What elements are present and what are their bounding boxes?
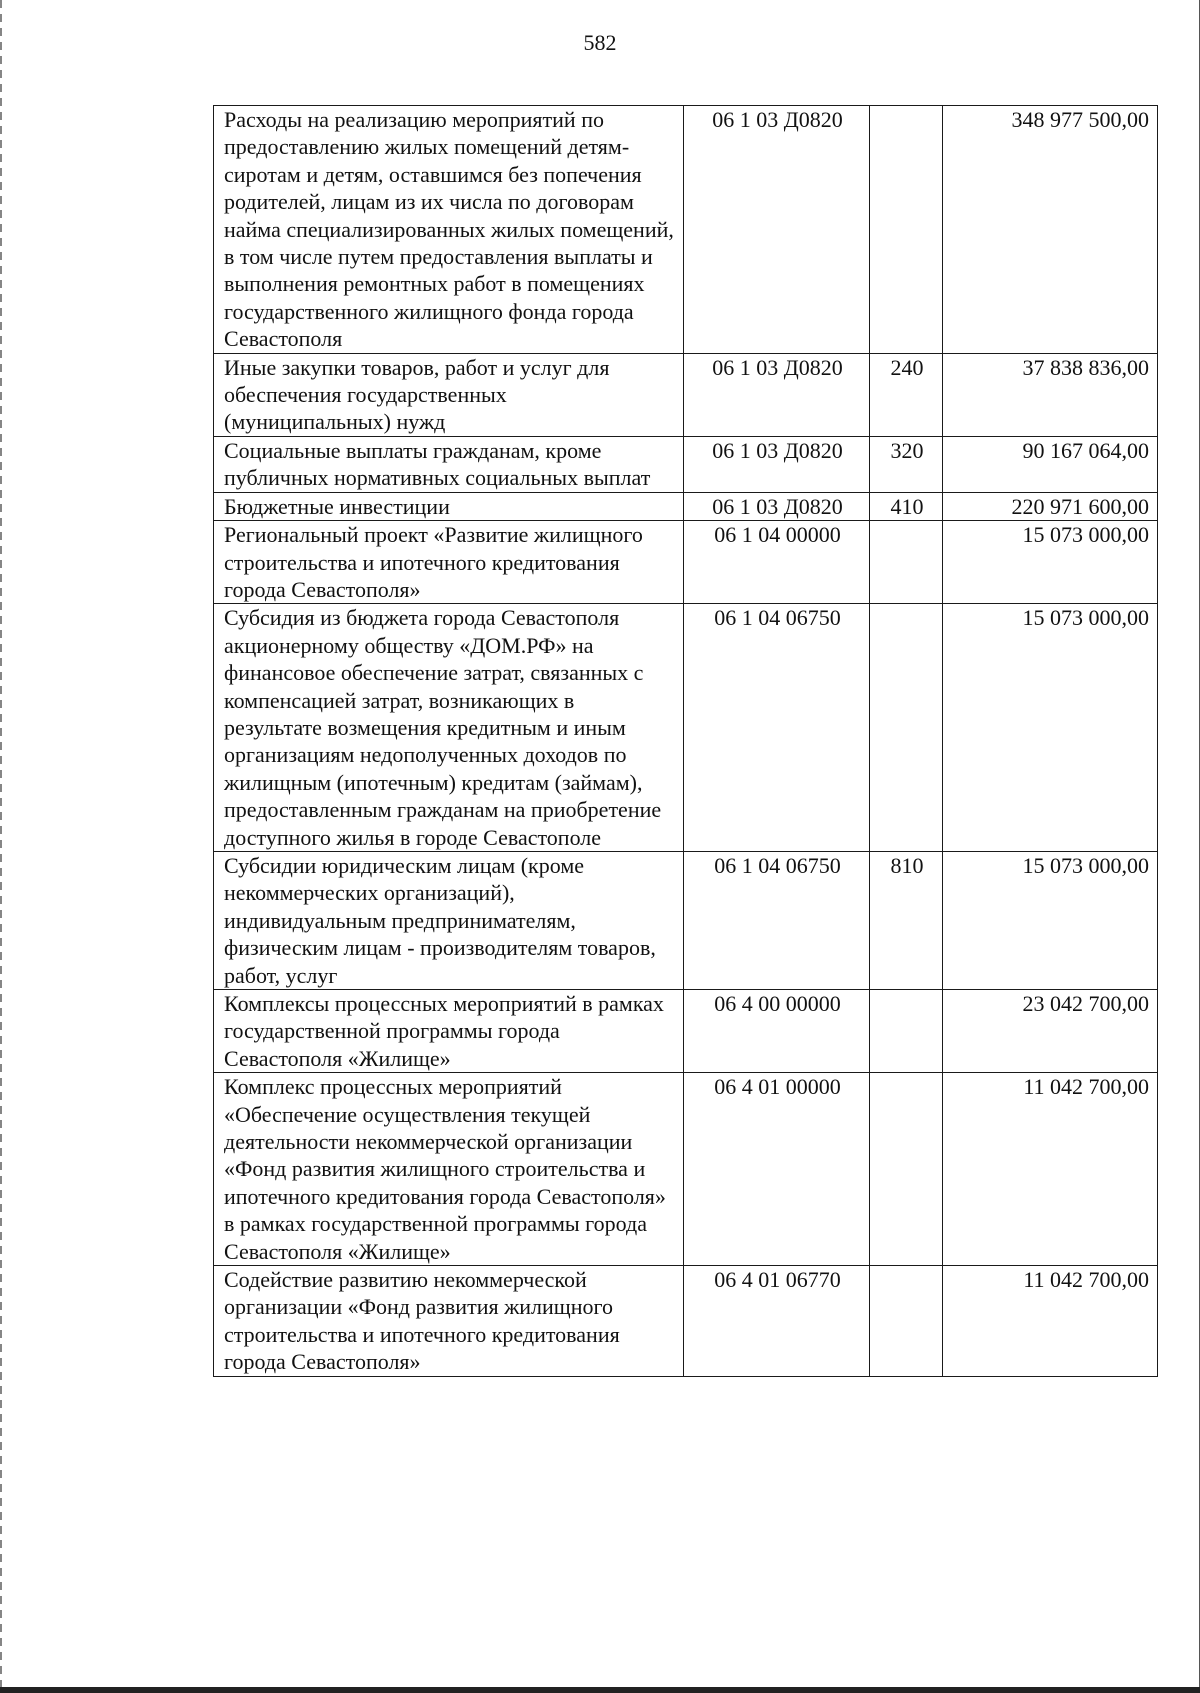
row-type-cell	[870, 990, 943, 1073]
row-name-cell: Бюджетные инвестиции	[214, 492, 684, 520]
row-code-cell: 06 1 04 06750	[684, 851, 870, 989]
row-code-cell: 06 4 01 06770	[684, 1266, 870, 1377]
row-amount-cell: 220 971 600,00	[943, 492, 1158, 520]
table-row	[214, 604, 1158, 852]
row-type-cell	[870, 1073, 943, 1266]
row-amount-cell: 90 167 064,00	[943, 436, 1158, 492]
row-amount-cell: 15 073 000,00	[943, 521, 1158, 604]
row-amount-cell: 348 977 500,00	[943, 106, 1158, 354]
scan-bottom-edge	[0, 1687, 1200, 1693]
row-amount-cell: 15 073 000,00	[943, 604, 1158, 852]
row-name-cell: Социальные выплаты гражданам, кроме публичных нормативных социальных выплат	[214, 436, 684, 492]
table-row	[214, 492, 1158, 520]
row-name-cell: Комплекс процессных мероприятий «Обеспечение осуществления текущей деятельности некоммерческой организации «Фонд развития жилищного строительства и ипотечного кредитования города Севастополя» в рамках государственной программы города Севастополя «Жилище»	[214, 1073, 684, 1266]
row-name-cell: Расходы на реализацию мероприятий по предоставлению жилых помещений детям-сиротам и детям, оставшимся без попечения родителей, лицам из их числа по договорам найма специализированных жилых помещений, в том числе путем предоставления выплаты и выполнения ремонтных работ в помещениях государственного жилищного фонда города Севастополя	[214, 106, 684, 354]
table-row	[214, 521, 1158, 604]
row-code-cell: 06 1 03 Д0820	[684, 492, 870, 520]
row-name-cell: Субсидии юридическим лицам (кроме некоммерческих организаций), индивидуальным предпринимателям, физическим лицам - производителям товаров, работ, услуг	[214, 851, 684, 989]
row-code-cell: 06 1 04 06750	[684, 604, 870, 852]
table-row	[214, 436, 1158, 492]
row-type-cell	[870, 604, 943, 852]
row-amount-cell: 15 073 000,00	[943, 851, 1158, 989]
row-amount-cell: 37 838 836,00	[943, 353, 1158, 436]
table-row	[214, 353, 1158, 436]
row-code-cell: 06 1 03 Д0820	[684, 106, 870, 354]
row-name-cell: Комплексы процессных мероприятий в рамках государственной программы города Севастополя «Жилище»	[214, 990, 684, 1073]
table-row	[214, 851, 1158, 989]
row-name-cell: Содействие развитию некоммерческой организации «Фонд развития жилищного строительства и ипотечного кредитования города Севастополя»	[214, 1266, 684, 1377]
table-row	[214, 1073, 1158, 1266]
row-code-cell: 06 1 04 00000	[684, 521, 870, 604]
row-type-cell: 320	[870, 436, 943, 492]
row-amount-cell: 11 042 700,00	[943, 1266, 1158, 1377]
row-type-cell	[870, 521, 943, 604]
row-name-cell: Иные закупки товаров, работ и услуг для обеспечения государственных (муниципальных) нужд	[214, 353, 684, 436]
scan-left-edge	[0, 0, 2, 1693]
row-code-cell: 06 1 03 Д0820	[684, 353, 870, 436]
page-number: 582	[583, 30, 617, 55]
row-amount-cell: 23 042 700,00	[943, 990, 1158, 1073]
table-row	[214, 106, 1158, 354]
row-name-cell: Региональный проект «Развитие жилищного строительства и ипотечного кредитования города Севастополя»	[214, 521, 684, 604]
row-type-cell: 240	[870, 353, 943, 436]
row-type-cell: 410	[870, 492, 943, 520]
row-code-cell: 06 4 01 00000	[684, 1073, 870, 1266]
row-code-cell: 06 4 00 00000	[684, 990, 870, 1073]
row-type-cell	[870, 106, 943, 354]
budget-table	[213, 105, 1158, 1377]
row-type-cell	[870, 1266, 943, 1377]
row-type-cell: 810	[870, 851, 943, 989]
row-amount-cell: 11 042 700,00	[943, 1073, 1158, 1266]
row-code-cell: 06 1 03 Д0820	[684, 436, 870, 492]
table-row	[214, 1266, 1158, 1377]
table-row	[214, 990, 1158, 1073]
row-name-cell: Субсидия из бюджета города Севастополя акционерному обществу «ДОМ.РФ» на финансовое обеспечение затрат, связанных с компенсацией затрат, возникающих в результате возмещения кредитным и иным организациям недополученных доходов по жилищным (ипотечным) кредитам (займам), предоставленным гражданам на приобретение доступного жилья в городе Севастополе	[214, 604, 684, 852]
